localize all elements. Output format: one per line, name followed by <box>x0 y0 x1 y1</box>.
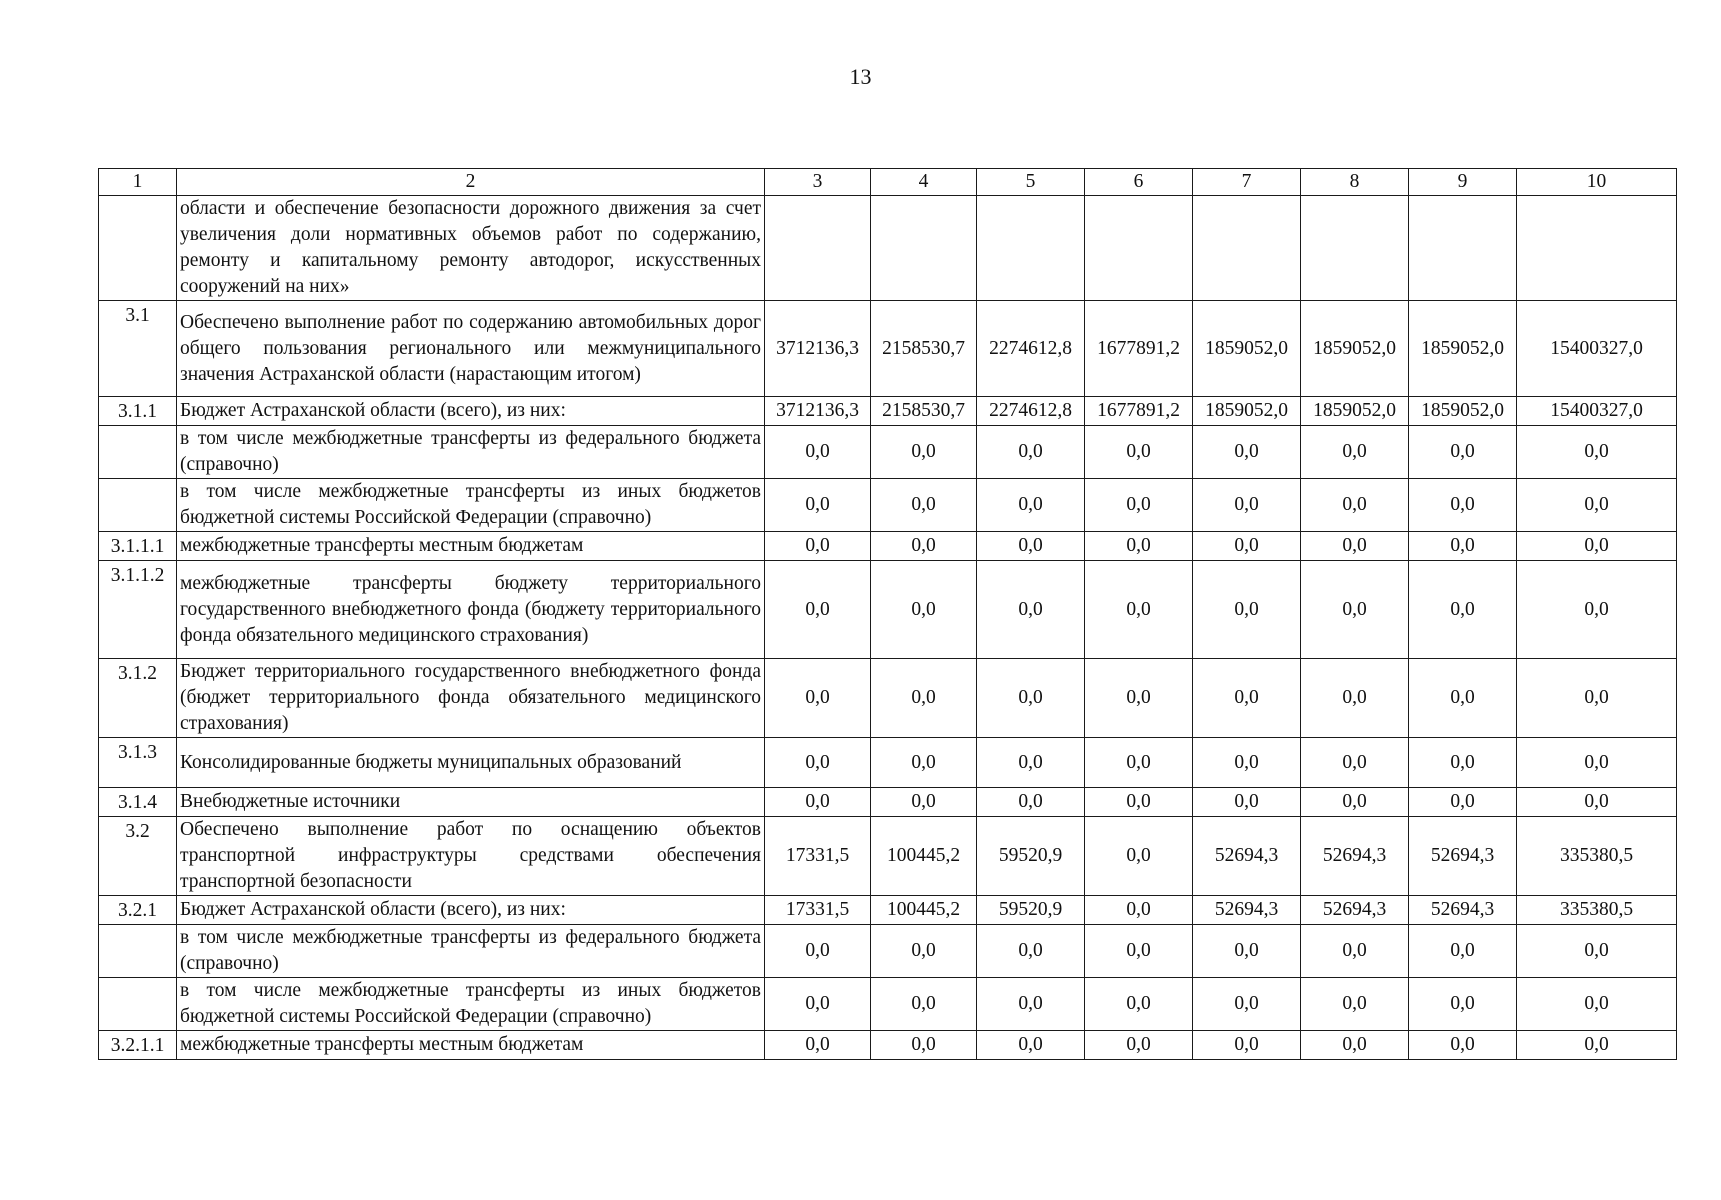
value-col-9: 0,0 <box>1409 978 1517 1031</box>
table-row <box>99 561 1677 659</box>
table-row <box>99 659 1677 738</box>
value-col-4: 0,0 <box>871 978 977 1031</box>
value-col-6: 0,0 <box>1085 978 1193 1031</box>
value-col-8: 0,0 <box>1301 532 1409 561</box>
value-col-4: 0,0 <box>871 561 977 659</box>
value-col-8 <box>1301 196 1409 301</box>
row-code: 3.2.1 <box>99 896 177 925</box>
value-col-3: 17331,5 <box>765 817 871 896</box>
value-col-4: 2158530,7 <box>871 397 977 426</box>
value-col-8: 0,0 <box>1301 978 1409 1031</box>
value-col-9: 0,0 <box>1409 479 1517 532</box>
value-col-5: 0,0 <box>977 1031 1085 1060</box>
value-col-5: 2274612,8 <box>977 397 1085 426</box>
column-header-7: 7 <box>1193 169 1301 196</box>
column-header-2: 2 <box>177 169 765 196</box>
value-col-10: 0,0 <box>1517 561 1677 659</box>
value-col-6: 1677891,2 <box>1085 301 1193 397</box>
value-col-5: 2274612,8 <box>977 301 1085 397</box>
table-row <box>99 426 1677 479</box>
value-col-8: 52694,3 <box>1301 817 1409 896</box>
value-col-7: 0,0 <box>1193 659 1301 738</box>
value-col-3: 0,0 <box>765 788 871 817</box>
value-col-8: 0,0 <box>1301 738 1409 788</box>
value-col-10 <box>1517 196 1677 301</box>
table-row <box>99 301 1677 397</box>
value-col-9: 1859052,0 <box>1409 301 1517 397</box>
row-name: в том числе межбюджетные трансферты из федерального бюджета (справочно) <box>177 426 765 479</box>
value-col-3: 0,0 <box>765 479 871 532</box>
row-code: 3.1.1.2 <box>99 561 177 659</box>
row-name: в том числе межбюджетные трансферты из федерального бюджета (справочно) <box>177 925 765 978</box>
value-col-5 <box>977 196 1085 301</box>
value-col-7: 0,0 <box>1193 978 1301 1031</box>
column-header-8: 8 <box>1301 169 1409 196</box>
row-code: 3.1.4 <box>99 788 177 817</box>
value-col-9: 0,0 <box>1409 659 1517 738</box>
value-col-5: 0,0 <box>977 738 1085 788</box>
column-header-5: 5 <box>977 169 1085 196</box>
row-code <box>99 925 177 978</box>
value-col-10: 15400327,0 <box>1517 301 1677 397</box>
header-row <box>99 169 1677 196</box>
value-col-10: 0,0 <box>1517 738 1677 788</box>
value-col-5: 0,0 <box>977 788 1085 817</box>
row-code <box>99 978 177 1031</box>
row-name: межбюджетные трансферты бюджету территориального государственного внебюджетного фонда (бюджету территориального фонда обязательного медицинского страхования) <box>177 561 765 659</box>
value-col-3: 0,0 <box>765 1031 871 1060</box>
value-col-4: 0,0 <box>871 1031 977 1060</box>
value-col-3: 0,0 <box>765 738 871 788</box>
value-col-10: 0,0 <box>1517 532 1677 561</box>
value-col-7: 0,0 <box>1193 426 1301 479</box>
value-col-7: 52694,3 <box>1193 817 1301 896</box>
value-col-9: 52694,3 <box>1409 817 1517 896</box>
value-col-6 <box>1085 196 1193 301</box>
value-col-8: 0,0 <box>1301 561 1409 659</box>
value-col-10: 0,0 <box>1517 1031 1677 1060</box>
row-name: межбюджетные трансферты местным бюджетам <box>177 1031 765 1060</box>
row-name: межбюджетные трансферты местным бюджетам <box>177 532 765 561</box>
value-col-5: 0,0 <box>977 978 1085 1031</box>
value-col-3: 17331,5 <box>765 896 871 925</box>
value-col-6: 0,0 <box>1085 532 1193 561</box>
value-col-4: 0,0 <box>871 479 977 532</box>
row-code: 3.1.2 <box>99 659 177 738</box>
row-name: Бюджет Астраханской области (всего), из них: <box>177 397 765 426</box>
value-col-5: 0,0 <box>977 659 1085 738</box>
table-row <box>99 1031 1677 1060</box>
value-col-4: 100445,2 <box>871 896 977 925</box>
table-row <box>99 896 1677 925</box>
value-col-8: 0,0 <box>1301 925 1409 978</box>
value-col-7: 52694,3 <box>1193 896 1301 925</box>
value-col-9: 0,0 <box>1409 925 1517 978</box>
value-col-6: 0,0 <box>1085 426 1193 479</box>
value-col-4: 0,0 <box>871 925 977 978</box>
value-col-10: 0,0 <box>1517 479 1677 532</box>
value-col-9: 52694,3 <box>1409 896 1517 925</box>
value-col-9: 0,0 <box>1409 426 1517 479</box>
value-col-8: 52694,3 <box>1301 896 1409 925</box>
value-col-7: 0,0 <box>1193 479 1301 532</box>
column-header-6: 6 <box>1085 169 1193 196</box>
table-row <box>99 925 1677 978</box>
value-col-4: 0,0 <box>871 426 977 479</box>
value-col-4: 0,0 <box>871 659 977 738</box>
value-col-9: 1859052,0 <box>1409 397 1517 426</box>
column-header-10: 10 <box>1517 169 1677 196</box>
table-row <box>99 738 1677 788</box>
value-col-8: 0,0 <box>1301 479 1409 532</box>
value-col-5: 59520,9 <box>977 896 1085 925</box>
table-body <box>99 169 1677 1060</box>
value-col-7: 0,0 <box>1193 1031 1301 1060</box>
value-col-9: 0,0 <box>1409 1031 1517 1060</box>
column-header-9: 9 <box>1409 169 1517 196</box>
value-col-6: 1677891,2 <box>1085 397 1193 426</box>
row-name: Обеспечено выполнение работ по содержанию автомобильных дорог общего пользования регионального или межмуниципального значения Астраханской области (нарастающим итогом) <box>177 301 765 397</box>
table-row <box>99 479 1677 532</box>
budget-table <box>98 168 1677 1060</box>
value-col-3: 3712136,3 <box>765 397 871 426</box>
value-col-7: 0,0 <box>1193 788 1301 817</box>
column-header-3: 3 <box>765 169 871 196</box>
value-col-3: 0,0 <box>765 659 871 738</box>
value-col-3: 0,0 <box>765 561 871 659</box>
row-code: 3.2 <box>99 817 177 896</box>
table-row <box>99 397 1677 426</box>
value-col-7: 0,0 <box>1193 738 1301 788</box>
value-col-10: 0,0 <box>1517 659 1677 738</box>
row-name: в том числе межбюджетные трансферты из иных бюджетов бюджетной системы Российской Федерации (справочно) <box>177 978 765 1031</box>
value-col-10: 335380,5 <box>1517 817 1677 896</box>
value-col-5: 0,0 <box>977 561 1085 659</box>
value-col-4: 0,0 <box>871 532 977 561</box>
row-name: в том числе межбюджетные трансферты из иных бюджетов бюджетной системы Российской Федерации (справочно) <box>177 479 765 532</box>
column-header-4: 4 <box>871 169 977 196</box>
column-header-1: 1 <box>99 169 177 196</box>
value-col-10: 15400327,0 <box>1517 397 1677 426</box>
value-col-3: 0,0 <box>765 978 871 1031</box>
value-col-10: 0,0 <box>1517 426 1677 479</box>
row-name: Внебюджетные источники <box>177 788 765 817</box>
value-col-10: 0,0 <box>1517 978 1677 1031</box>
value-col-7: 0,0 <box>1193 561 1301 659</box>
row-code: 3.1.1.1 <box>99 532 177 561</box>
value-col-8: 0,0 <box>1301 1031 1409 1060</box>
value-col-7: 0,0 <box>1193 532 1301 561</box>
row-name: Бюджет Астраханской области (всего), из них: <box>177 896 765 925</box>
value-col-3: 3712136,3 <box>765 301 871 397</box>
row-name: Консолидированные бюджеты муниципальных образований <box>177 738 765 788</box>
value-col-9: 0,0 <box>1409 788 1517 817</box>
value-col-6: 0,0 <box>1085 896 1193 925</box>
row-code: 3.1.3 <box>99 738 177 788</box>
table-row <box>99 788 1677 817</box>
value-col-9: 0,0 <box>1409 561 1517 659</box>
value-col-5: 0,0 <box>977 426 1085 479</box>
value-col-10: 0,0 <box>1517 788 1677 817</box>
value-col-4: 100445,2 <box>871 817 977 896</box>
value-col-5: 0,0 <box>977 925 1085 978</box>
table-row <box>99 978 1677 1031</box>
value-col-4: 0,0 <box>871 738 977 788</box>
value-col-7 <box>1193 196 1301 301</box>
row-code: 3.2.1.1 <box>99 1031 177 1060</box>
value-col-8: 0,0 <box>1301 788 1409 817</box>
row-name: Обеспечено выполнение работ по оснащению объектов транспортной инфраструктуры средствами обеспечения транспортной безопасности <box>177 817 765 896</box>
row-code <box>99 426 177 479</box>
value-col-4: 2158530,7 <box>871 301 977 397</box>
table-row <box>99 196 1677 301</box>
value-col-3: 0,0 <box>765 925 871 978</box>
value-col-5: 59520,9 <box>977 817 1085 896</box>
value-col-6: 0,0 <box>1085 479 1193 532</box>
value-col-6: 0,0 <box>1085 1031 1193 1060</box>
value-col-6: 0,0 <box>1085 925 1193 978</box>
value-col-6: 0,0 <box>1085 788 1193 817</box>
value-col-6: 0,0 <box>1085 561 1193 659</box>
value-col-10: 0,0 <box>1517 925 1677 978</box>
value-col-6: 0,0 <box>1085 659 1193 738</box>
value-col-4 <box>871 196 977 301</box>
value-col-8: 1859052,0 <box>1301 301 1409 397</box>
value-col-3: 0,0 <box>765 532 871 561</box>
value-col-9: 0,0 <box>1409 532 1517 561</box>
table-row <box>99 532 1677 561</box>
page-number: 13 <box>849 64 872 89</box>
value-col-7: 0,0 <box>1193 925 1301 978</box>
row-name: области и обеспечение безопасности дорожного движения за счет увеличения доли нормативных объемов работ по содержанию, ремонту и капитальному ремонту автодорог, искусственных сооружений на них» <box>177 196 765 301</box>
row-code: 3.1.1 <box>99 397 177 426</box>
value-col-3 <box>765 196 871 301</box>
row-code <box>99 196 177 301</box>
value-col-10: 335380,5 <box>1517 896 1677 925</box>
value-col-6: 0,0 <box>1085 817 1193 896</box>
value-col-4: 0,0 <box>871 788 977 817</box>
value-col-3: 0,0 <box>765 426 871 479</box>
value-col-7: 1859052,0 <box>1193 301 1301 397</box>
value-col-7: 1859052,0 <box>1193 397 1301 426</box>
table-row <box>99 817 1677 896</box>
value-col-8: 0,0 <box>1301 426 1409 479</box>
value-col-8: 1859052,0 <box>1301 397 1409 426</box>
row-name: Бюджет территориального государственного внебюджетного фонда (бюджет территориального фонда обязательного медицинского страхования) <box>177 659 765 738</box>
value-col-8: 0,0 <box>1301 659 1409 738</box>
row-code <box>99 479 177 532</box>
value-col-9 <box>1409 196 1517 301</box>
value-col-6: 0,0 <box>1085 738 1193 788</box>
value-col-5: 0,0 <box>977 532 1085 561</box>
row-code: 3.1 <box>99 301 177 397</box>
value-col-9: 0,0 <box>1409 738 1517 788</box>
value-col-5: 0,0 <box>977 479 1085 532</box>
